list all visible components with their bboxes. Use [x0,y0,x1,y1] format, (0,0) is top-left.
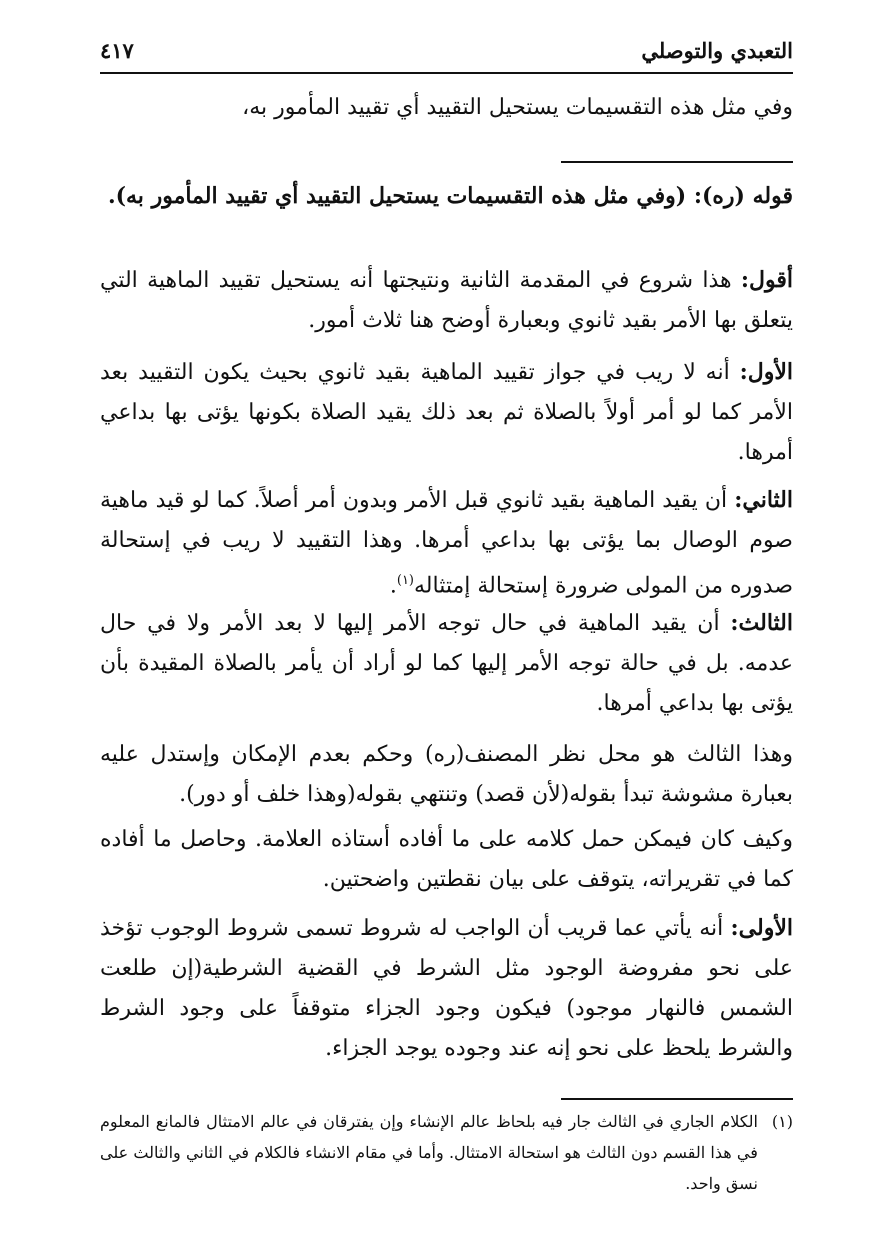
paragraph-text: أن يقيد الماهية بقيد ثانوي قبل الأمر وبدون أمر أصلاً. كما لو قيد ماهية صوم الوصال بما يؤتى بها بداعي أمرها. وهذا التقييد لا ريب في إستحالة صدوره من المولى ضرورة إستحالة إمتثاله [100,488,793,599]
paragraph-first [100,352,793,473]
paragraph-text: أنه لا ريب في جواز تقييد الماهية بقيد ثانوي بحيث يكون التقييد بعد الأمر كما لو أمر أولاً بالصلاة ثم بعد ذلك يقيد الصلاة بكونها يؤتى بها بداعي أمرها. [100,360,793,465]
running-title: التعبدي والتوصلي [641,37,793,63]
footnote-reference: (١) [396,573,414,588]
commentary-heading-paragraph [100,176,793,216]
page-number: ٤١٧ [100,37,134,63]
paragraph-first-point [100,908,793,1069]
paragraph-text: وكيف كان فيمكن حمل كلامه على ما أفاده أستاذه العلامة. وحاصل ما أفاده كما في تقريراته، يتوقف على بيان نقطتين واضحتين. [100,827,793,892]
paragraph-label: الأول: [739,359,793,385]
footnote [100,1106,793,1199]
footnote-text: الكلام الجاري في الثالث جار فيه بلحاظ عالم الإنشاء وإن يفترقان في عالم الامتثال فالمانع المعلوم في هذا القسم دون الثالث هو استحالة الامتثال. وأما في مقام الانشاء فالكلام في الثاني والثالث على نسق واحد. [100,1112,758,1193]
paragraph-aqool [100,260,793,341]
commentary-heading: قوله (ره): (وفي مثل هذه التقسيمات يستحيل التقييد أي تقييد المأمور به). [107,183,793,209]
paragraph-text: أنه يأتي عما قريب أن الواجب له شروط تسمى شروط الوجوب تؤخذ على نحو مفروضة الوجود مثل الشرط في القضية الشرطية(إن طلعت الشمس فالنهار موجود) فيكون وجود الجزاء متوقفاً على وجود الشرط والشرط يلحظ على نحو إنه عند وجوده يوجد الجزاء. [100,916,793,1061]
paragraph-label: الأولى: [730,915,793,941]
paragraph-text: أن يقيد الماهية في حال توجه الأمر إليها لا بعد الأمر ولا في حال عدمه. بل في حالة توجه الأمر إليها كما لو أراد أن يأمر بالصلاة المقيدة بأن يؤتى بها بداعي أمرها. [100,611,793,716]
paragraph-third [100,603,793,724]
paragraph-second [100,480,793,606]
section-divider [561,161,793,163]
paragraph-author-view [100,735,793,815]
paragraph-text: وهذا الثالث هو محل نظر المصنف(ره) وحكم بعدم الإمكان وإستدل عليه بعبارة مشوشة تبدأ بقوله(لأن قصد) وتنتهي بقوله(وهذا خلف أو دور). [100,742,793,807]
header-rule [100,72,793,74]
footnote-number: (١) [771,1112,793,1131]
paragraph-label: الثاني: [734,487,793,513]
paragraph-text: هذا شروع في المقدمة الثانية ونتيجتها أنه يستحيل تقييد الماهية التي يتعلق بها الأمر بقيد ثانوي وبعبارة أوضح هنا ثلاث أمور. [100,268,793,333]
paragraph-end: . [389,573,397,599]
page-header [100,30,793,70]
paragraph-teacher-view [100,820,793,900]
paragraph-label: أقول: [740,267,793,293]
footnote-divider [561,1098,793,1100]
paragraph-label: الثالث: [730,610,793,636]
quoted-text-paragraph [100,88,793,128]
quoted-text: وفي مثل هذه التقسيمات يستحيل التقييد أي تقييد المأمور به، [242,95,793,120]
